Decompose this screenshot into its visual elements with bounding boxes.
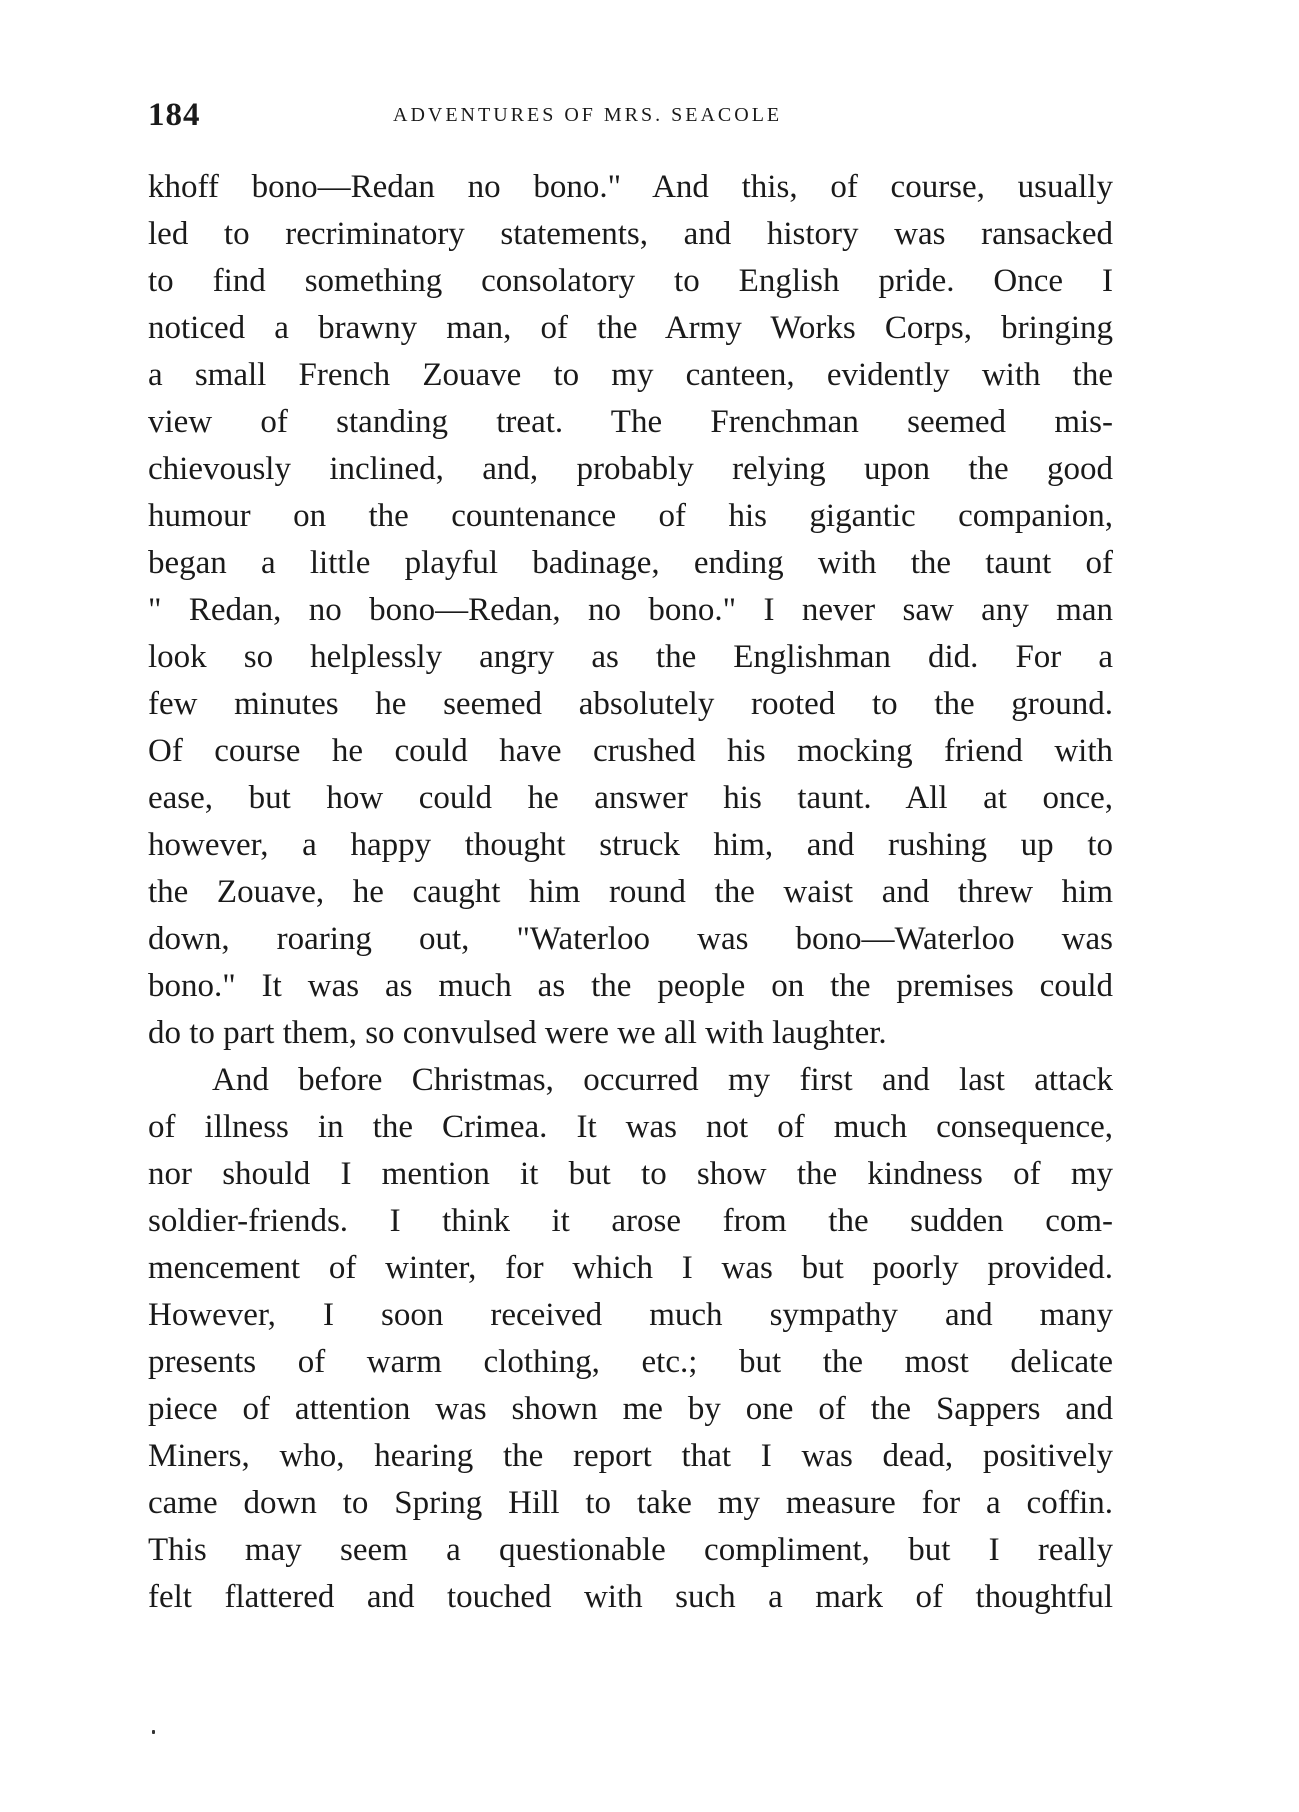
text-line: came down to Spring Hill to take my measure for a coffin. xyxy=(148,1485,1113,1521)
text-line: noticed a brawny man, of the Army Works Corps, bringing xyxy=(148,310,1113,346)
text-line: nor should I mention it but to show the kindness of my xyxy=(148,1156,1113,1192)
text-line: a small French Zouave to my canteen, evidently with the xyxy=(148,357,1113,393)
text-line: led to recriminatory statements, and history was ransacked xyxy=(148,216,1113,252)
page-number: 184 xyxy=(148,97,201,133)
stray-ink-mark xyxy=(152,1730,155,1734)
text-line: chievously inclined, and, probably relying upon the good xyxy=(148,451,1113,487)
text-line: look so helplessly angry as the Englishman did. For a xyxy=(148,639,1113,675)
text-line: khoff bono—Redan no bono." And this, of course, usually xyxy=(148,169,1113,205)
text-line: " Redan, no bono—Redan, no bono." I never saw any man xyxy=(148,592,1113,628)
text-line: however, a happy thought struck him, and rushing up to xyxy=(148,827,1113,863)
text-line: bono." It was as much as the people on the premises could xyxy=(148,968,1113,1004)
text-line: began a little playful badinage, ending with the taunt of xyxy=(148,545,1113,581)
text-line: However, I soon received much sympathy and many xyxy=(148,1297,1113,1333)
running-title: ADVENTURES OF MRS. SEACOLE xyxy=(393,104,783,126)
running-head xyxy=(148,97,1118,137)
text-line: to find something consolatory to English pride. Once I xyxy=(148,263,1113,299)
text-line: few minutes he seemed absolutely rooted to the ground. xyxy=(148,686,1113,722)
text-line: mencement of winter, for which I was but poorly provided. xyxy=(148,1250,1113,1286)
text-line: soldier-friends. I think it arose from the sudden com- xyxy=(148,1203,1113,1239)
text-line: do to part them, so convulsed were we all with laughter. xyxy=(148,1015,887,1051)
text-line: This may seem a questionable compliment, but I really xyxy=(148,1532,1113,1568)
text-line: view of standing treat. The Frenchman seemed mis- xyxy=(148,404,1113,440)
text-line: presents of warm clothing, etc.; but the most delicate xyxy=(148,1344,1113,1380)
text-line: Of course he could have crushed his mocking friend with xyxy=(148,733,1113,769)
text-line: down, roaring out, "Waterloo was bono—Waterloo was xyxy=(148,921,1113,957)
text-line: And before Christmas, occurred my first and last attack xyxy=(212,1062,1113,1098)
body-text xyxy=(148,164,1113,1621)
text-line: piece of attention was shown me by one of the Sappers and xyxy=(148,1391,1113,1427)
text-line: felt flattered and touched with such a mark of thoughtful xyxy=(148,1579,1113,1615)
text-line: the Zouave, he caught him round the waist and threw him xyxy=(148,874,1113,910)
text-line: Miners, who, hearing the report that I was dead, positively xyxy=(148,1438,1113,1474)
text-line: ease, but how could he answer his taunt. All at once, xyxy=(148,780,1113,816)
text-line: humour on the countenance of his gigantic companion, xyxy=(148,498,1113,534)
text-line: of illness in the Crimea. It was not of much consequence, xyxy=(148,1109,1113,1145)
